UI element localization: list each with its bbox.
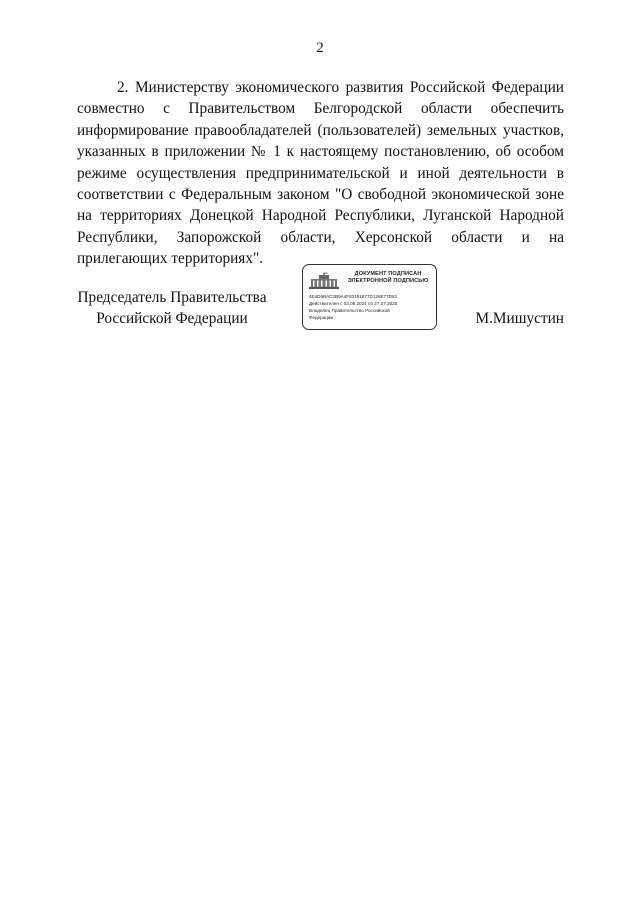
government-building-icon [308,272,340,290]
electronic-signature-stamp [302,264,437,330]
stamp-owner-line2: Федерации [309,315,334,320]
stamp-certificate-number: 4E4D6BAC2B9A4F83191877D126E77D62 [309,294,398,299]
stamp-owner-line1: Владелец Правительство Российской [309,308,390,313]
body-paragraph: 2. Министерству экономического развития Российской Федерации совместно с Правительством Белгородской области обеспечить информирование правообладателей (пользователей) земельных участков, указанных в приложении № 1 к настоящему постановлению, об особом режиме осуществления предпринимательской и иной деятельности в соответствии с Федеральным законом "О свободной экономической зоне на территориях Донецкой Народной Республики, Луганской Народной Республики, Запорожской области, Херсонской области и на прилегающих территориях". [77,79,564,268]
signatory-position-line1: Председатель Правительства [77,289,267,306]
stamp-title-line2: ЭЛЕКТРОННОЙ ПОДПИСЬЮ [347,278,429,285]
stamp-details [309,293,435,321]
signatory-position-line2: Российской Федерации [96,310,248,327]
stamp-validity: Действителен с 03.05.2024 по 27.07.2025 [309,301,398,306]
signer-name: М.Мишустин [475,310,564,327]
stamp-title-line1: ДОКУМЕНТ ПОДПИСАН [354,271,422,277]
page-number: 2 [316,40,324,56]
signatory-position [77,287,267,329]
stamp-title [341,271,435,286]
